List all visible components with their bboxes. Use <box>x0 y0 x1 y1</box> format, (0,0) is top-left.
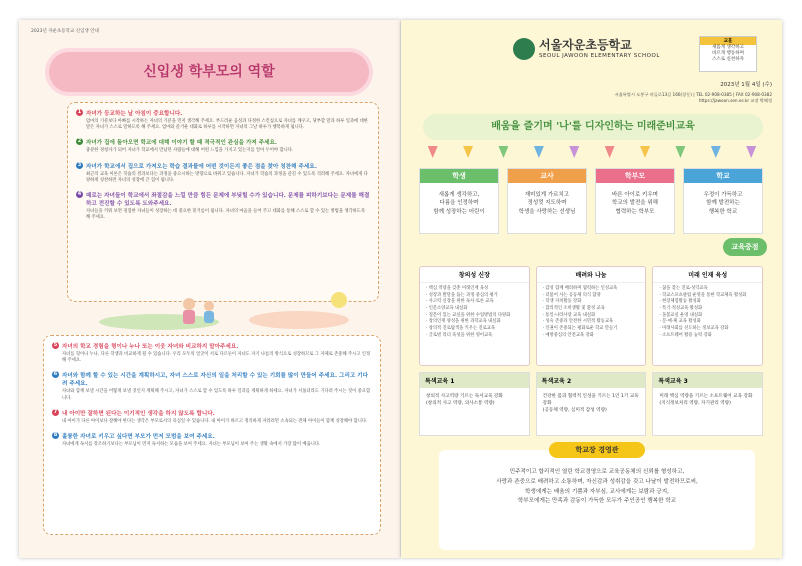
vision-card-line: 학생을 사랑하는 선생님 <box>518 208 576 215</box>
role-heading <box>76 162 370 170</box>
vision-card-line: 함께 발전하는 <box>706 200 740 207</box>
vision-card-title: 학교 <box>684 169 762 183</box>
focus-column <box>652 266 763 366</box>
special-title: 특색교육 3 <box>653 373 762 388</box>
role-number: 3 <box>77 161 82 168</box>
role-body: 충분한 경청자가 되어 자녀가 학교에서 만났던 사람들에 대해 어떤 느낌을 가지고 있는지를 알아 두어야 합니다. <box>86 148 294 154</box>
motto-line: 바르게 행동하며 <box>712 50 744 56</box>
left-header-note: 2023년 자운초등학교 신입생 안내 <box>31 29 99 34</box>
roles-box-1 <box>67 102 379 302</box>
special-programs <box>419 372 763 436</box>
focus-item: · 감성 함께 배려하며 협력하는 인성교육 <box>543 286 640 293</box>
focus-item: · 특기·적성교육 활성화 <box>659 306 756 313</box>
vision-card-line: 정성껏 지도하며 <box>527 200 567 207</box>
role-number: 7 <box>53 408 58 415</box>
vision-banner: 배움을 즐기며 '나'를 디자인하는 미래준비교육 <box>423 114 763 140</box>
right-page <box>401 20 782 558</box>
vision-card-line: 행복한 학교 <box>708 208 738 215</box>
flag <box>498 146 508 158</box>
vision-card-line: 재미있게 가르치고 <box>524 192 570 198</box>
focus-badge: 교육중점 <box>723 238 767 256</box>
flag <box>428 146 438 158</box>
school-motto <box>699 36 757 72</box>
vision-line: 민주적이고 합리적인 열린 학교경영으로 교육공동체의 신뢰를 형성하고, <box>509 469 685 475</box>
special-line: (지식정보처리 역량, 자기관리 역량) <box>659 400 731 406</box>
role-heading-text: 자녀의 학교 경험을 형이나 누나 또는 이웃 자녀와 비교하지 말아주세요. <box>62 344 239 350</box>
role-number: 2 <box>77 138 82 145</box>
focus-item: · 질문이 있는 교실을 위한 수업방법의 다양화 <box>426 313 523 320</box>
principal-vision <box>439 446 755 550</box>
vision-card <box>595 168 675 234</box>
focus-item: · 학생 자치활동 강화 <box>543 299 640 306</box>
focus-column <box>536 266 647 366</box>
focus-columns <box>419 266 763 366</box>
vision-card-line: 학교의 발전을 위해 <box>611 200 658 207</box>
title-banner <box>49 52 369 92</box>
vision-card <box>507 168 587 234</box>
special-line: 건강한 몸과 협력적 인성을 기르는 1인 1기 교육 강화 <box>542 394 639 406</box>
motto-line: 스스로 실천하자 <box>712 56 744 62</box>
role-heading-text: 자녀가 등교하는 날 아침이 중요합니다. <box>86 111 183 117</box>
focus-item: · 성장과 발달을 돕는 과정 중심의 평가 <box>426 293 523 300</box>
special-title: 특색교육 2 <box>537 373 646 388</box>
role-heading <box>52 432 372 440</box>
focus-item: · 성숙 존중과 안전한 시민적 활동교육 <box>543 319 640 326</box>
school-name: 서울자운초등학교 <box>539 38 632 52</box>
role-heading <box>52 342 372 350</box>
role-heading-text: 내 아이만 잘하면 된다는 이기적인 생각을 하지 않도록 합니다. <box>62 410 215 417</box>
focus-item: · 글로벌 리더 육성을 위한 영어교육 <box>426 333 523 340</box>
focus-item: · 창의인재 양성을 위한 과학교육 내실화 <box>426 319 523 326</box>
role-section <box>76 191 370 221</box>
school-address <box>615 92 772 104</box>
special-body <box>653 388 762 414</box>
vision-card-body <box>684 183 762 224</box>
role-heading <box>76 191 370 207</box>
focus-list <box>653 283 762 342</box>
flag <box>675 146 685 158</box>
role-heading <box>52 371 372 387</box>
focus-item: · 사고력 신장을 위한 독서·토론 교육 <box>426 299 523 306</box>
issue-date: 2023년 1월 4일 (수) <box>720 82 772 88</box>
focus-list <box>537 283 646 342</box>
page-title: 신입생 학부모의 역할 <box>143 64 275 80</box>
role-section <box>52 342 372 364</box>
vision-card-title: 교사 <box>508 169 586 183</box>
vision-line: 학부모에게는 만족과 감동이 가득한 모두가 주인공인 행복한 학교 <box>517 498 677 505</box>
special-line: (공동체 역량, 심미적 감성 역량) <box>542 407 607 413</box>
role-body: 자녀에게 독서를 강조하기보다는 부모님이 먼저 독서하는 모습을 보여 주세요. 자녀는 부모님이 보여 주는 생활 속에서 가장 많이 배웁니다. <box>62 442 321 448</box>
vision-card-line: 함께 성장하는 어린이 <box>433 208 485 215</box>
focus-item: · 학교스포츠클럽 운영을 통한 학교체육 활성화 <box>659 293 756 300</box>
special-card <box>652 372 763 436</box>
role-heading <box>52 409 372 417</box>
focus-item: · 합리적인 소비생활 및 환경 교육 <box>543 306 640 313</box>
vision-card-line: 새롭게 생각하고, <box>438 192 480 198</box>
role-section <box>76 138 370 154</box>
focus-column <box>419 266 530 366</box>
flag <box>640 146 650 158</box>
special-card <box>536 372 647 436</box>
role-section <box>76 109 370 131</box>
special-body <box>537 388 646 421</box>
focus-item: · 더불어 사는 공동체 의식 함양 <box>543 293 640 300</box>
role-heading <box>76 109 370 117</box>
focus-item: · 예방중심의 안전교육 강화 <box>543 333 640 340</box>
role-number: 4 <box>77 191 82 198</box>
special-line: 미래 핵심 역량을 기르는 소프트웨어 교육 강화 <box>659 394 753 399</box>
focus-column-title: 창의성 신장 <box>420 267 529 283</box>
role-section <box>52 409 372 425</box>
special-line: (창의적 사고 역량, 의사소통 역량) <box>426 400 495 406</box>
vision-card-line: 우정이 가득하고 <box>703 192 743 198</box>
flag <box>534 146 544 158</box>
focus-list <box>420 283 529 342</box>
vision-card-body <box>596 183 674 224</box>
focus-item: · 미래사회를 선도하는 정보교육 강화 <box>659 326 756 333</box>
roles-box-2 <box>43 335 381 535</box>
school-logo <box>513 38 535 60</box>
role-heading-text: 때로는 자녀들이 학교에서 좌절감을 느낄 만큼 힘든 문제에 부딪힐 수가 있습니다. 문제를 피하기보다는 문제를 해결하고 전진할 수 있도록 도와주세요. <box>86 193 370 208</box>
vision-card-line: 다름을 인정하며 <box>439 200 479 207</box>
focus-item: · 인문소양교육 내실화 <box>426 306 523 313</box>
role-body: 내 아이가 다른 아이보다 잘해야 한다는 생각은 부모로서의 욕심일 수 있습니다. 내 아이가 바르고 정직하게 자라려면 소속되는 전체 아이들이 함께 성장해야 합니다. <box>62 418 368 424</box>
flag <box>746 146 756 158</box>
focus-item: · 현장체험활동 활성화 <box>659 299 756 306</box>
focus-item: · 꿈을 찾는 진로·성덕교육 <box>659 286 756 293</box>
role-heading <box>76 138 370 146</box>
focus-item: · 돌봄교실 운영 내실화 <box>659 313 756 320</box>
vision-line: 사랑과 존중으로 배려하고 소통하며, 자신감과 성취감을 갖고 나날이 발전하므로써, <box>496 478 698 485</box>
focus-item: · 핵심 역량을 갖춘 미래인재 육성 <box>426 286 523 293</box>
focus-item: · 소프트웨어 활용 능력 강화 <box>659 333 756 340</box>
vision-title: 학교장 경영관 <box>549 442 645 458</box>
family-illustration <box>39 290 379 330</box>
homepage-line: https://jawoon.sen.es.kr 교장 박해정 <box>698 97 772 103</box>
focus-item: · 인권이 존중되는 평화로운 학교 만들기 <box>543 326 640 333</box>
role-section <box>52 371 372 401</box>
focus-item: · 문·예·체 교육 활성화 <box>659 319 756 326</box>
vision-card-title: 학생 <box>420 169 498 183</box>
role-body: 자녀와 함께 보낼 시간을 어떻게 보낼 것인지 계획해 주시고, 자녀가 스스로 할 수 있도록 하루 일과를 계획하게 하세요. 자녀가 서툴더라도 기다려 주시는 것이 중요합니다. <box>62 389 371 401</box>
role-section <box>76 162 370 184</box>
vision-card-title: 학부모 <box>596 169 674 183</box>
vision-cards <box>419 168 763 234</box>
role-body: 최근의 교육 이론은 학습의 결과보다는 과정을 중요시하는 방향으로 바뀌고 있습니다. 자녀가 학습의 과정을 즐길 수 있도록 격려해 주세요. 자녀에게 다양하게 칭찬하면 자녀의 성장에 큰 힘이 됩니다. <box>86 171 368 183</box>
vision-body <box>439 450 755 513</box>
vision-line: 학생에게는 배움의 기쁨과 자부심, 교사에게는 보람과 긍지, <box>525 488 669 495</box>
role-number: 1 <box>77 109 82 115</box>
vision-card <box>683 168 763 234</box>
school-name-en: SEOUL JAWOON ELEMENTARY SCHOOL <box>539 53 660 59</box>
flag <box>605 146 615 158</box>
left-page <box>19 20 400 558</box>
flag <box>463 146 473 158</box>
focus-column-title: 미래 인재 육성 <box>653 267 762 283</box>
flag <box>711 146 721 158</box>
special-line: 창의적 사고역량 기르는 독서교육 강화 <box>426 394 503 399</box>
role-heading-text: 자녀와 함께 할 수 있는 시간을 계획하시고, 자녀 스스로 자신의 일을 처리할 수 있는 기회를 많이 만들어 주세요. 그리고 기다려 주세요. <box>62 373 369 388</box>
role-number: 8 <box>53 432 58 439</box>
role-body: 엄마의 기분보다 아빠를 시작하는 자녀의 기분을 먼저 생각해 주세요. 부드러운 음성과 다정한 스킨십으로 자녀를 깨우고, 당부할 말과 하루 일과에 대한 말은 자녀가 스스로 말하도록 해 주세요. 엄마와 즐거운 대화로 하루를 시작하면 자녀의 그날 하루가 행복하게 됩니다. <box>86 119 368 131</box>
focus-column-title: 배려와 나눔 <box>537 267 646 283</box>
vision-card-body <box>420 183 498 224</box>
role-body: 자녀를 형이나 누나, 다른 학생과 비교하게 될 수 있습니다. 우리 모두의 얼굴이 서로 다르듯이 자녀도 자기 나름의 방식으로 성장하므로 그 자체로 존중해 주시고 인정해 주세요. <box>62 352 371 364</box>
special-title: 특색교육 1 <box>420 373 529 388</box>
vision-card-body <box>508 183 586 224</box>
address-line: 서울특별시 도봉구 마들로13길 166(창동) | TEL 02-908-0385 | FAX 02-908-0382 <box>614 92 772 97</box>
flag <box>569 146 579 158</box>
focus-item: · 통일·나라사랑 교육 내실화 <box>543 313 640 320</box>
motto-title: 교훈 <box>700 37 756 45</box>
vision-card-line: 협력하는 학부모 <box>615 208 655 215</box>
role-heading-text: 훌륭한 자녀로 키우고 싶다면 부모가 먼저 모범을 보여 주세요. <box>62 434 215 441</box>
vision-card-line: 바른 아이로 키우며 <box>611 192 658 198</box>
role-heading-text: 자녀가 학교에서 집으로 가져오는 학습 결과물에 어떤 것이든지 좋은 점을 찾아 칭찬해 주세요. <box>86 163 317 170</box>
role-number: 5 <box>53 342 58 348</box>
role-body: 자녀들을 키워 보면 경험한 자녀들이 성장하는 데 중요한 밑거름이 됩니다. 자녀의 마음을 들어 주고 대화를 통해 스스로 할 수 있는 방법을 생각하도록 해 주세요. <box>86 209 366 221</box>
role-number: 6 <box>53 371 58 378</box>
vision-card <box>419 168 499 234</box>
special-body <box>420 388 529 414</box>
bunting <box>415 146 769 166</box>
special-card <box>419 372 530 436</box>
role-heading-text: 자녀가 집에 돌아오면 학교에 대해 이야기 할 때 적극적인 관심을 가져 주세요. <box>86 140 278 147</box>
motto-line: 새롭게 생각하고 <box>712 45 744 50</box>
role-section <box>52 432 372 448</box>
focus-item: · 창의적 진로탐색을 키우는 진로교육 <box>426 326 523 333</box>
